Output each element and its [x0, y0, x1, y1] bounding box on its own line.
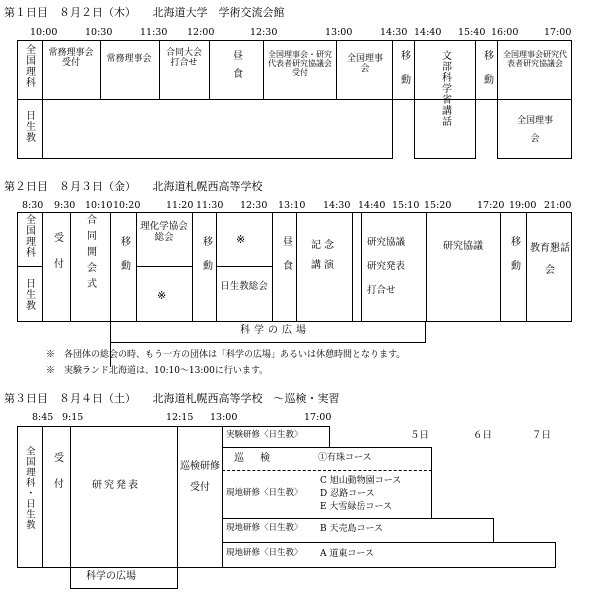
day3-junken-label: 巡 検: [234, 453, 273, 464]
day2-time: 21:00: [544, 200, 572, 211]
day2-time: 12:30: [240, 200, 268, 211]
day3-genchi2: 現地研修〈日生教〉: [226, 523, 303, 533]
day2-note-2: ※ 実験ランド北海道は、10:10～13:00に行います。: [46, 366, 269, 376]
day2-time: 11:30: [196, 200, 224, 211]
day2-header: 第２日目 ８月３日（金） 北海道札幌西高等学校: [4, 180, 263, 193]
day1-c8: 文部科学省講話: [439, 50, 451, 127]
day1-time: 14:40: [414, 27, 442, 38]
day3-course-e: E 大雪緑岳コース: [320, 502, 392, 512]
day1-time: 10:30: [85, 27, 113, 38]
day1-time: 13:00: [325, 27, 353, 38]
day1-c5: 全国理事会・研究代表者研究協議会受付: [268, 50, 332, 78]
day2-kenkyu-kyogi1: 研究協議: [367, 237, 406, 248]
day1-time: 17:00: [544, 27, 572, 38]
day1-zenkoku-label: 全国理科: [23, 44, 35, 88]
day1-header: 第１日目 ８月２日（木） 北海道大学 学術交流会館: [4, 6, 285, 19]
day3-course-b: B 天売島コース: [320, 524, 384, 534]
day1-bottom-row: [42, 99, 393, 159]
day2-zenkoku-label: 全国理科: [23, 214, 35, 258]
day1-time: 10:00: [30, 27, 58, 38]
day3-time: 8:45: [32, 412, 54, 423]
day1-time: 12:30: [250, 27, 278, 38]
day2-time: 10:20: [113, 200, 141, 211]
day1-c11: 全国理事会: [516, 116, 553, 144]
day2-uketsuke: 受付: [51, 232, 63, 284]
day2-idou3: 移動: [508, 236, 520, 284]
day3-time: 13:00: [210, 412, 238, 423]
day3-kenkyu-happyo: 研究発表: [92, 480, 140, 491]
day3-time: 17:00: [304, 412, 332, 423]
day3-zenkoku: 全国理科・日生教: [23, 446, 35, 530]
day2-time: 9:30: [54, 200, 76, 211]
day2-uchiawase: 打合せ: [367, 285, 396, 296]
day3-course1: ①有珠コース: [318, 453, 372, 463]
day1-time: 14:30: [380, 27, 408, 38]
day2-time: 11:20: [166, 200, 194, 211]
day2-kome2: ※: [236, 233, 246, 246]
day3-time: 12:15: [166, 412, 194, 423]
day3-course-d: D 忍路コース: [320, 489, 375, 499]
day3-genchi3: 現地研修〈日生教〉: [226, 548, 303, 558]
day2-chushoku: 昼食: [280, 236, 292, 284]
day2-idou2: 移動: [200, 236, 212, 284]
day1-time: 12:00: [187, 27, 215, 38]
day1-c10: 全国理事会研究代表者研究協議会: [503, 50, 567, 69]
day3-junken: 巡検研修受付: [180, 461, 220, 493]
day2-time: 15:20: [424, 200, 452, 211]
day3-header: 第３日目 ８月４日（土） 北海道札幌西高等学校 ～巡検・実習: [4, 392, 340, 405]
day2-nisseikyo-label: 日生教: [23, 278, 35, 311]
day2-time: 17:20: [477, 200, 505, 211]
day3-time: 9:15: [62, 412, 84, 423]
day3-jikken: 実験研修〈日生教〉: [226, 430, 303, 440]
day2-note-1: ※ 各団体の総会の時、もう一方の団体は「科学の広場」あるいは休憩時間となります。: [46, 350, 406, 360]
day1-nisseikyo-label: 日生教: [23, 110, 35, 143]
day3-course-a: A 道東コース: [320, 549, 374, 559]
day2-kome1: ※: [157, 289, 167, 302]
day1-time: 16:00: [491, 27, 519, 38]
day2-time: 13:10: [278, 200, 306, 211]
day3-hiroba: 科学の広場: [86, 571, 136, 582]
day1-c7: 移動: [398, 50, 410, 98]
day2-time: 14:30: [323, 200, 351, 211]
day1-c3: 合同大会打合せ: [165, 48, 202, 69]
day1-c4: 昼食: [230, 50, 242, 86]
day2-time: 10:10: [85, 200, 113, 211]
day1-c2: 常務理事会: [106, 54, 152, 64]
day2-goudou: 合同開会式: [84, 214, 96, 294]
day3-day7: ７日: [532, 430, 552, 441]
day3-uketsuke: 受付: [51, 452, 63, 504]
day1-time: 11:30: [140, 27, 168, 38]
day2-kenkyu-kyogi2: 研究協議: [443, 241, 483, 252]
day1-c1: 常務理事会受付: [48, 48, 94, 69]
day2-kinen: 記念講演: [311, 240, 337, 271]
day2-kyoiku: 教育懇話会: [530, 243, 570, 276]
day1-c6: 全国理事会: [346, 54, 383, 75]
day2-time: 19:00: [509, 200, 537, 211]
day3-happyo-box: [70, 426, 178, 568]
day3-day6: ６日: [473, 430, 493, 441]
day2-time: 8:30: [22, 200, 44, 211]
day1-c9: 移動: [481, 50, 493, 98]
day2-nisseikyo-soukai: 日生教総会: [220, 281, 268, 292]
day2-kenkyu-happyo: 研究発表: [367, 261, 406, 272]
day2-idou1: 移動: [118, 236, 130, 284]
day3-course-c: C 旭山動物園コース: [320, 476, 402, 486]
day2-rikagaku: 理化学協会総会: [140, 221, 188, 243]
day2-time: 14:40: [358, 200, 386, 211]
day3-genchi1: 現地研修〈日生教〉: [226, 488, 303, 498]
day2-hiroba: 科学の広場: [240, 325, 310, 336]
day2-time: 15:10: [392, 200, 420, 211]
day3-day5: ５日: [410, 430, 430, 441]
day1-time: 15:40: [458, 27, 486, 38]
